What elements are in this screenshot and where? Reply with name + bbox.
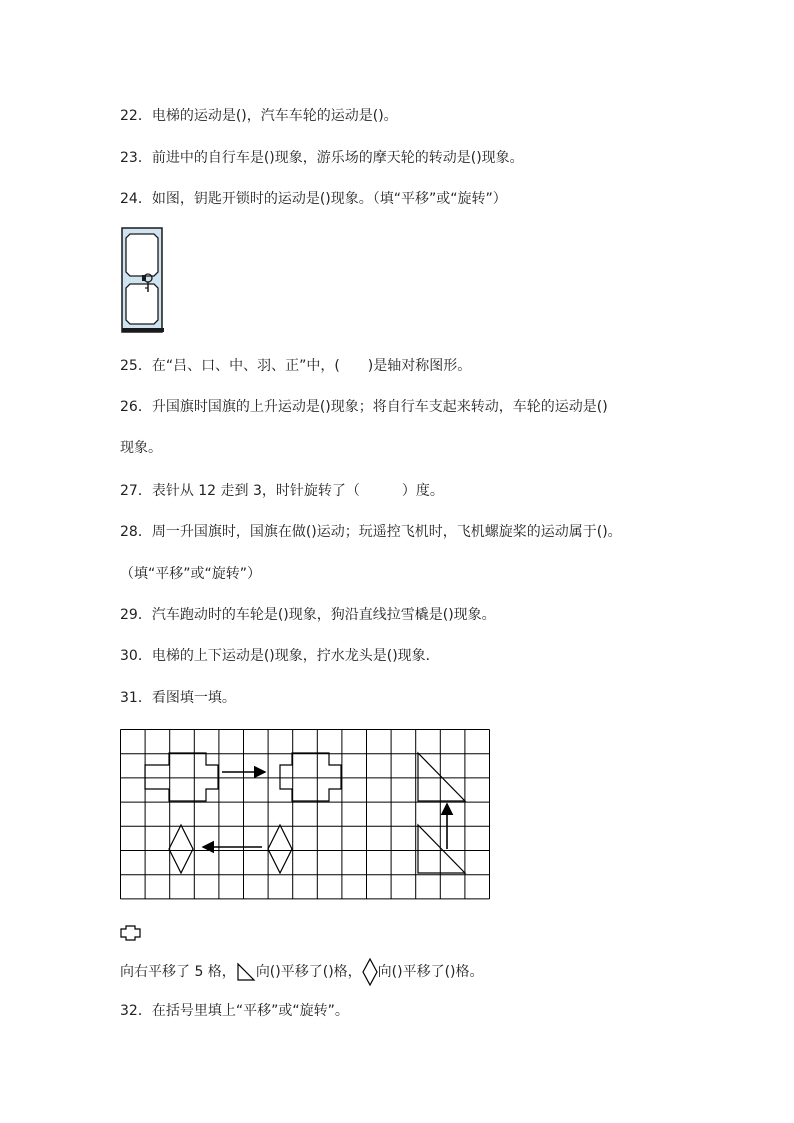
question-30: 30．电梯的上下运动是()现象，拧水龙头是()现象． xyxy=(120,648,440,664)
cross-shape-original xyxy=(145,753,218,801)
question-26-line2: 现象。 xyxy=(120,440,162,456)
cross-shape-icon xyxy=(120,925,142,941)
triangle-bottom xyxy=(418,825,465,873)
question-25: 25．在“吕、口、中、羽、正”中，( )是轴对称图形。 xyxy=(120,358,472,374)
question-27: 27．表针从 12 走到 3，时针旋转了（ ）度。 xyxy=(120,483,444,499)
answer-part-diamond: 向()平移了()格。 xyxy=(377,964,484,980)
diamond-icon xyxy=(362,958,378,986)
translation-grid-figure xyxy=(120,729,494,901)
door-key-illustration xyxy=(120,226,166,334)
question-29: 29．汽车跑动时的车轮是()现象，狗沿直线拉雪橇是()现象。 xyxy=(120,607,496,623)
question-22: 22．电梯的运动是()，汽车车轮的运动是()。 xyxy=(120,108,398,124)
question-23: 23．前进中的自行车是()现象，游乐场的摩天轮的转动是()现象。 xyxy=(120,150,524,166)
question-31: 31．看图填一填。 xyxy=(120,690,236,706)
diamond-right xyxy=(268,825,292,873)
question-32: 32．在括号里填上“平移”或“旋转”。 xyxy=(120,1003,349,1019)
question-26-line1: 26．升国旗时国旗的上升运动是()现象；将自行车支起来转动，车轮的运动是() xyxy=(120,399,608,415)
triangle-top xyxy=(418,753,465,801)
answer-part-triangle: 向()平移了()格， xyxy=(255,964,362,980)
diamond-left xyxy=(169,825,193,873)
triangle-icon xyxy=(236,962,256,982)
question-28-line2: （填“平移”或“旋转”） xyxy=(120,566,262,582)
answer-part-cross: 向右平移了 5 格， xyxy=(120,964,236,980)
question-24: 24．如图，钥匙开锁时的运动是()现象。（填“平移”或“旋转”） xyxy=(120,191,507,207)
cross-shape-moved xyxy=(280,753,341,801)
question-28-line1: 28．周一升国旗时，国旗在做()运动；玩遥控飞机时，飞机螺旋桨的运动属于()。 xyxy=(120,524,622,540)
question-31-answer xyxy=(120,958,484,986)
